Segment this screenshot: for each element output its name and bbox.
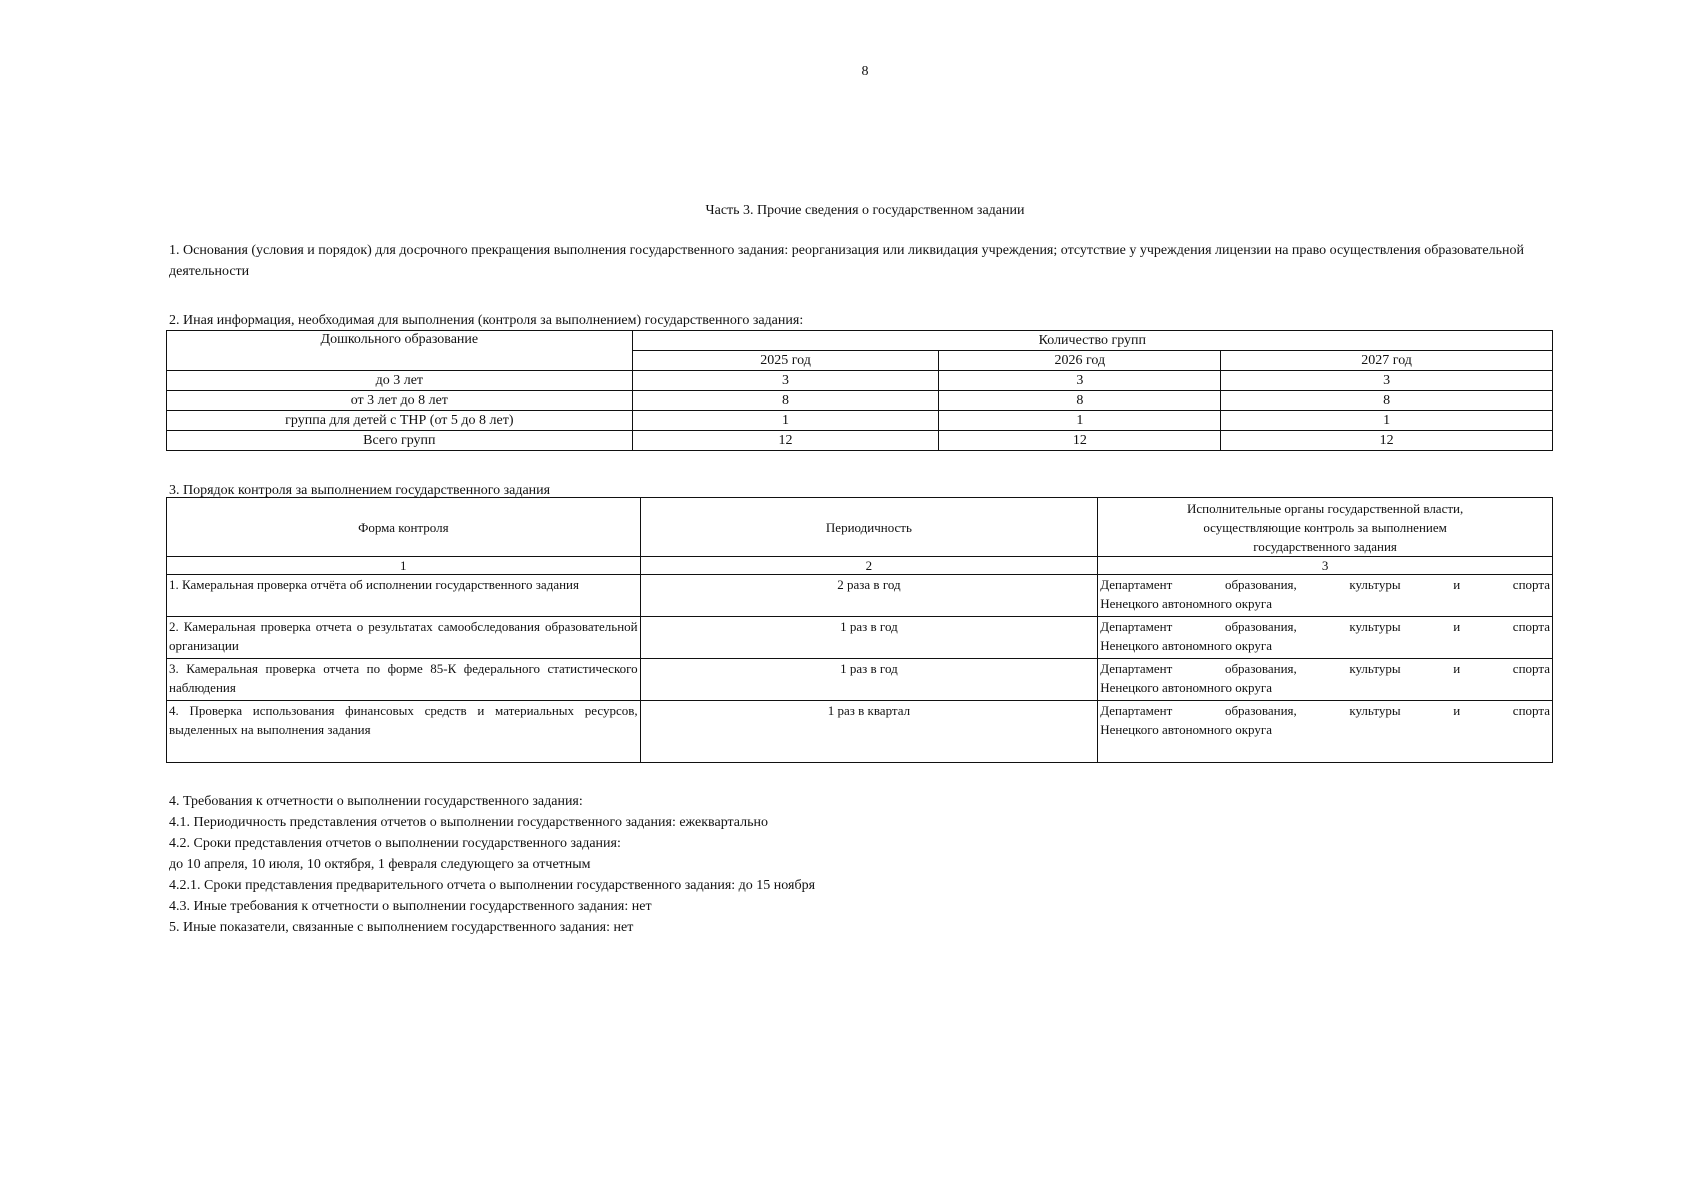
table-row <box>167 701 1553 763</box>
control-organ: Департамент образования, культуры и спорта Ненецкого автономного округа <box>1098 575 1553 617</box>
cell-value: 3 <box>632 371 939 391</box>
requirement-line: 4.2.1. Сроки представления предварительного отчета о выполнении государственного задания: до 15 ноября <box>169 878 816 893</box>
groups-group-header: Количество групп <box>632 331 1552 351</box>
year-header: 2026 год <box>939 351 1221 371</box>
table-row <box>167 659 1553 701</box>
row-label: до 3 лет <box>167 371 633 391</box>
requirement-line: до 10 апреля, 10 июля, 10 октября, 1 февраля следующего за отчетным <box>169 857 591 872</box>
control-period: 1 раз в год <box>640 617 1098 659</box>
control-organ: Департамент образования, культуры и спорта Ненецкого автономного округа <box>1098 659 1553 701</box>
requirement-line: 4. Требования к отчетности о выполнении государственного задания: <box>169 794 583 809</box>
column-number: 3 <box>1098 557 1553 575</box>
header-period: Периодичность <box>640 498 1098 557</box>
table-row <box>167 617 1553 659</box>
section-3-title: 3. Порядок контроля за выполнением государственного задания <box>169 483 551 498</box>
control-period: 1 раз в год <box>640 659 1098 701</box>
cell-value: 12 <box>1221 431 1553 451</box>
cell-value: 1 <box>1221 411 1553 431</box>
groups-table <box>166 330 1553 451</box>
cell-value: 8 <box>1221 391 1553 411</box>
cell-value: 12 <box>939 431 1221 451</box>
column-number: 2 <box>640 557 1098 575</box>
table-row <box>167 575 1553 617</box>
section-2-title: 2. Иная информация, необходимая для выполнения (контроля за выполнением) государственного задания: <box>169 313 804 328</box>
cell-value: 3 <box>939 371 1221 391</box>
control-form: 3. Камеральная проверка отчета по форме 85-К федерального статистического наблюдения <box>167 659 641 701</box>
section-1-text: 1. Основания (условия и порядок) для досрочного прекращения выполнения государственного задания: реорганизация или ликвидация учреждения; отсутствие у учреждения лицензии на право осуществления образовательной деятельности <box>169 243 1524 279</box>
requirement-line: 5. Иные показатели, связанные с выполнением государственного задания: нет <box>169 920 634 935</box>
control-form: 1. Камеральная проверка отчёта об исполнении государственного задания <box>167 575 641 617</box>
cell-value: 1 <box>632 411 939 431</box>
cell-value: 8 <box>632 391 939 411</box>
row-label: группа для детей с ТНР (от 5 до 8 лет) <box>167 411 633 431</box>
cell-value: 12 <box>632 431 939 451</box>
control-table <box>166 497 1553 763</box>
control-period: 2 раза в год <box>640 575 1098 617</box>
control-form: 4. Проверка использования финансовых средств и материальных ресурсов, выделенных на выполнения задания <box>167 701 641 763</box>
cell-value: 1 <box>939 411 1221 431</box>
part-title: Часть 3. Прочие сведения о государственном задании <box>705 203 1025 218</box>
table-row <box>167 391 1553 411</box>
control-organ: Департамент образования, культуры и спорта Ненецкого автономного округа <box>1098 617 1553 659</box>
reporting-requirements <box>169 791 815 938</box>
cell-value: 8 <box>939 391 1221 411</box>
table-row <box>167 431 1553 451</box>
table-row <box>167 371 1553 391</box>
page-number: 8 <box>861 64 869 79</box>
row-label: Всего групп <box>167 431 633 451</box>
requirement-line: 4.3. Иные требования к отчетности о выполнении государственного задания: нет <box>169 899 652 914</box>
header-form: Форма контроля <box>167 498 641 557</box>
year-header: 2027 год <box>1221 351 1553 371</box>
groups-col-header: Дошкольного образование <box>167 331 633 371</box>
year-header: 2025 год <box>632 351 939 371</box>
control-period: 1 раз в квартал <box>640 701 1098 763</box>
cell-value: 3 <box>1221 371 1553 391</box>
requirement-line: 4.2. Сроки представления отчетов о выполнении государственного задания: <box>169 836 621 851</box>
column-number: 1 <box>167 557 641 575</box>
table-row <box>167 411 1553 431</box>
requirement-line: 4.1. Периодичность представления отчетов о выполнении государственного задания: ежеквартально <box>169 815 768 830</box>
control-form: 2. Камеральная проверка отчета о результатах самообследования образовательной организации <box>167 617 641 659</box>
control-organ: Департамент образования, культуры и спорта Ненецкого автономного округа <box>1098 701 1553 763</box>
header-organ: Исполнительные органы государственной власти, осуществляющие контроль за выполнением государственного задания <box>1098 498 1553 557</box>
row-label: от 3 лет до 8 лет <box>167 391 633 411</box>
